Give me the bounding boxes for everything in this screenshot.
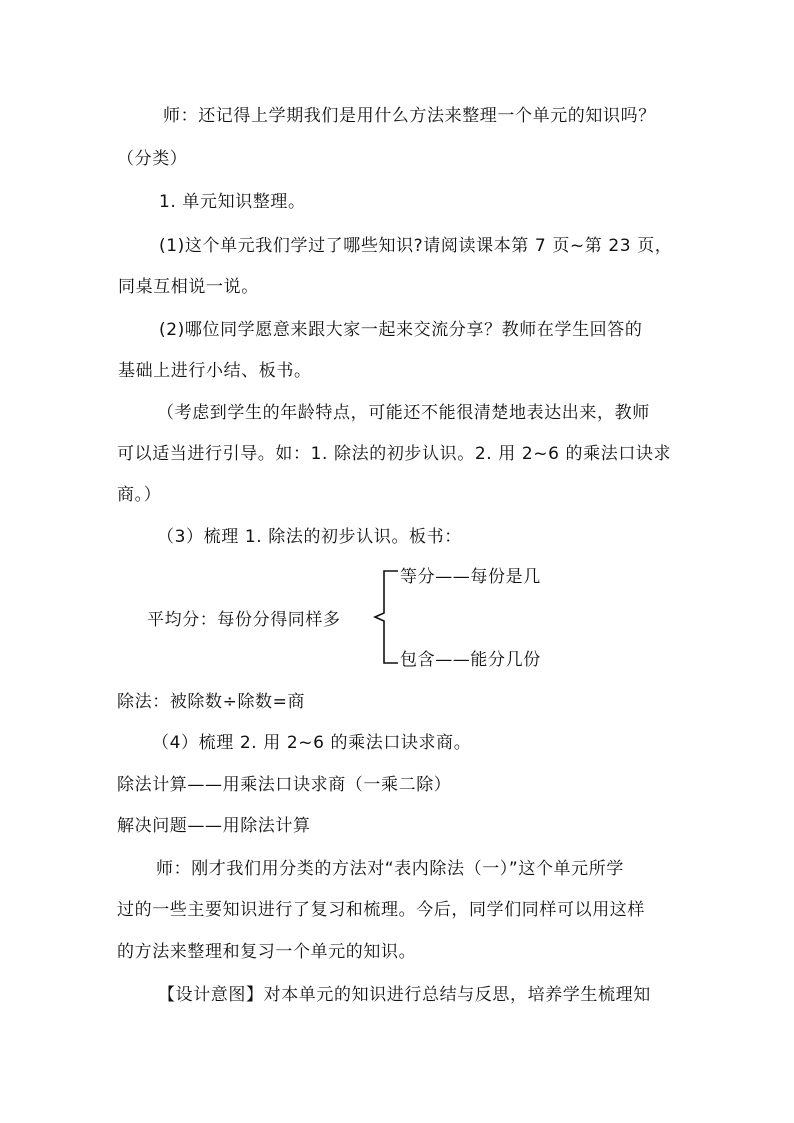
note-line-3: 商。） [117,485,162,505]
paragraph-teacher-question: 师：还记得上学期我们是用什么方法来整理一个单元的知识吗？ [163,106,656,126]
design-intent-line: 【设计意图】对本单元的知识进行总结与反思，培养学生梳理知 [158,985,651,1005]
answer-classification: （分类） [117,149,188,169]
brace-connector [372,567,402,667]
diagram-branch-equal-division: 等分——每份是几 [400,567,541,587]
diagram-root-average-division: 平均分：每份分得同样多 [147,610,341,630]
teacher-summary-line-2: 过的一些主要知识进行了复习和梳理。今后，同学们同样可以用这样 [117,900,645,920]
teacher-summary-line-3: 的方法来整理和复习一个单元的知识。 [117,942,417,962]
step-4-heading: （4）梳理 2. 用 2~6 的乘法口诀求商。 [152,733,472,753]
problem-solving-line: 解决问题——用除法计算 [117,816,311,836]
diagram-branch-containment: 包含——能分几份 [400,650,541,670]
step-1-line-2: 同桌互相说一说。 [118,277,259,297]
division-formula: 除法：被除数÷除数=商 [117,692,306,712]
step-2-line-1: (2)哪位同学愿意来跟大家一起来交流分享？教师在学生回答的 [159,320,643,340]
teacher-summary-line-1: 师：刚才我们用分类的方法对“表内除法（一）”这个单元所学 [156,859,624,879]
note-line-2: 可以适当进行引导。如：1. 除法的初步认识。2. 用 2~6 的乘法口诀求 [117,444,672,464]
note-line-1: （考虑到学生的年龄特点，可能还不能很清楚地表达出来，教师 [157,403,650,423]
step-2-line-2: 基础上进行小结、板书。 [118,361,312,381]
step-1-line-1: (1)这个单元我们学过了哪些知识?请阅读课本第 7 页~第 23 页， [159,236,673,256]
step-3-heading: （3）梳理 1. 除法的初步认识。板书： [157,527,462,547]
division-calculation-line: 除法计算——用乘法口诀求商（一乘二除） [117,775,452,795]
section-heading-unit-review: 1. 单元知识整理。 [159,192,306,212]
